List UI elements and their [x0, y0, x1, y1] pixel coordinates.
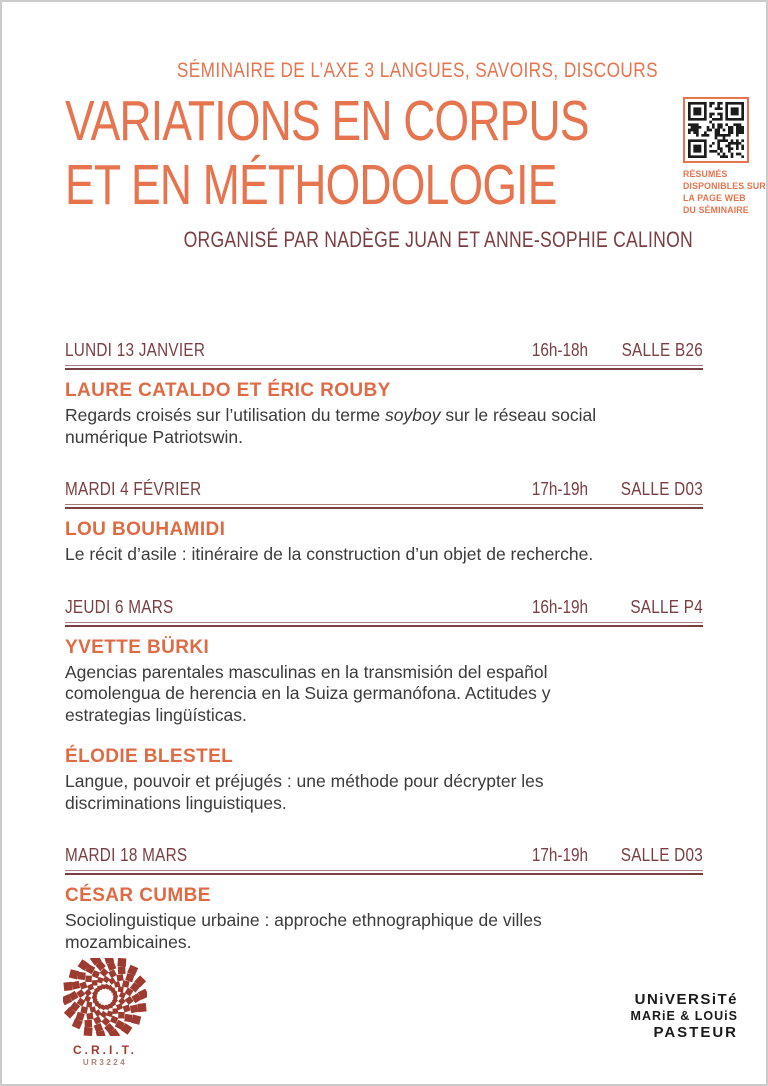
divider-rule [65, 504, 703, 509]
session-room: SALLE D03 [620, 479, 703, 499]
speaker-name: LOU BOUHAMIDI [65, 519, 226, 540]
session-3 [65, 597, 703, 815]
speaker-name: ÉLODIE BLESTEL [65, 746, 234, 767]
talk-description [65, 910, 555, 953]
session-header [65, 479, 703, 499]
talk-description-text: Agencias parentales masculinas en la transmisión del español comolengua de herencia en la Suiza germanófona. Actitudes y estrategias lingüísticas. [65, 661, 551, 725]
session-date: MARDI 4 FÉVRIER [65, 479, 202, 499]
session-header [65, 340, 703, 360]
talk-description-text: Le récit d’asile : itinéraire de la construction d’un objet de recherche. [65, 544, 594, 564]
crit-spiral-icon [63, 958, 147, 1036]
crit-name: C.R.I.T. [72, 1043, 137, 1057]
poster-title [65, 89, 589, 217]
talk-description [65, 544, 703, 566]
talk-description-text: Sociolinguistique urbaine : approche ethnographique de villes mozambicaines. [65, 910, 542, 952]
talk [65, 380, 703, 448]
crit-logo [58, 958, 152, 1067]
qr-caption [683, 169, 766, 217]
university-name-line: PASTEUR [653, 1024, 738, 1041]
session-date: MARDI 18 MARS [65, 845, 188, 865]
speaker-name: CÉSAR CUMBE [65, 885, 211, 906]
talk-description [65, 405, 625, 448]
qr-code [683, 97, 749, 163]
session-2 [65, 479, 703, 566]
qr-code-icon [688, 102, 744, 158]
qr-caption-line: DU SÉMINAIRE [683, 205, 749, 216]
talk-description [65, 771, 625, 814]
session-list [2, 340, 766, 953]
divider-rule [65, 365, 703, 370]
session-room: SALLE D03 [620, 845, 703, 865]
talk-description-text: sur le réseau social numérique Patriotswin. [65, 405, 597, 447]
crit-unit: UR3224 [82, 1058, 128, 1067]
talk [65, 885, 703, 953]
session-time: 16h-19h [531, 596, 588, 617]
talk-description-italic: soyboy [385, 405, 441, 425]
talk-description-text: Langue, pouvoir et préjugés : une méthode pour décrypter les discriminations linguistiques. [65, 771, 544, 813]
qr-caption-line: RÉSUMÉS [683, 169, 728, 180]
speaker-name: LAURE CATALDO ET ÉRIC ROUBY [65, 380, 391, 401]
talk [65, 519, 703, 566]
session-4 [65, 845, 703, 953]
session-time: 17h-19h [531, 845, 588, 865]
poster-header [2, 2, 766, 253]
university-logo [631, 991, 738, 1041]
session-room: SALLE B26 [621, 340, 703, 360]
session-1 [65, 340, 703, 448]
university-name-line: UNiVERSiTé [634, 991, 738, 1008]
qr-caption-line: LA PAGE WEB [683, 193, 746, 204]
session-room: SALLE P4 [630, 596, 703, 617]
talk-description-text: Regards croisés sur l’utilisation du terme [65, 405, 385, 425]
session-date: LUNDI 13 JANVIER [65, 340, 206, 360]
university-name-line: MARiE & LOUiS [630, 1009, 738, 1023]
poster-footer [2, 958, 766, 1068]
title-line-2: ET EN MÉTHODOLOGIE [65, 153, 557, 217]
session-header [65, 597, 703, 617]
session-time: 17h-19h [531, 479, 588, 499]
qr-block [683, 97, 768, 217]
divider-rule [65, 622, 703, 627]
qr-caption-line: DISPONIBLES SUR [683, 181, 766, 192]
session-header [65, 845, 703, 865]
divider-rule [65, 870, 703, 875]
session-time: 16h-18h [531, 340, 588, 360]
talk [65, 637, 703, 727]
talk-description [65, 662, 625, 727]
seminar-eyebrow: SÉMINAIRE DE L’AXE 3 LANGUES, SAVOIRS, DISCOURS [176, 59, 659, 82]
speaker-name: YVETTE BÜRKI [65, 636, 210, 658]
talk [65, 746, 703, 814]
title-line-1: VARIATIONS EN CORPUS [65, 89, 589, 153]
session-date: JEUDI 6 MARS [65, 596, 174, 617]
organizer-line: ORGANISÉ PAR NADÈGE JUAN ET ANNE-SOPHIE CALINON [183, 227, 693, 252]
